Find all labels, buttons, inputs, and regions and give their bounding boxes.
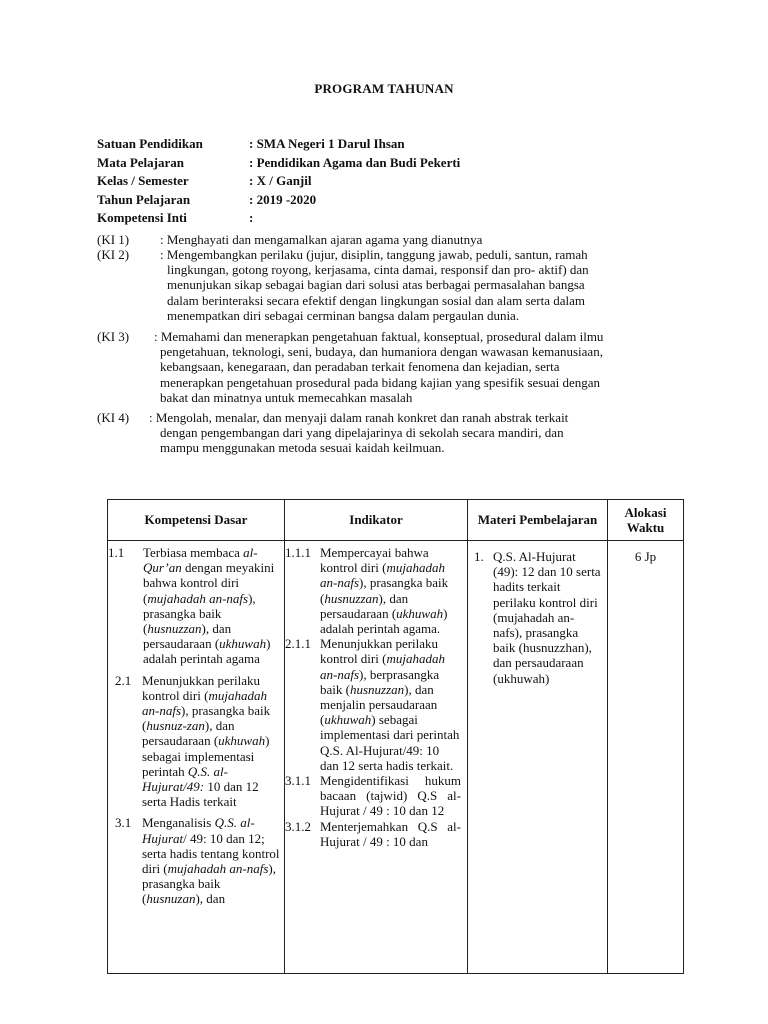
materi-number: 1. — [474, 549, 484, 564]
kd-text: Terbiasa membaca al-Qur’an dengan meyakini bahwa kontrol diri (mujahadah an-nafs), prasangka baik (husnuzzan), dan persaudaraan (ukhuwah) adalah perintah agama — [143, 545, 275, 667]
kd-number: 3.1 — [115, 815, 132, 831]
ki-text — [160, 232, 482, 247]
meta-row — [97, 136, 460, 155]
ki-line: dengan pengembangan dari yang dipelajarinya di sekolah secara mandiri, dan — [160, 425, 564, 441]
indikator-text: Mengidentifikasi hukum bacaan (tajwid) Q.S al-Hujurat / 49 : 10 dan 12 — [320, 773, 461, 819]
meta-label: Tahun Pelajaran — [97, 191, 191, 207]
kd-text: Menunjukkan perilaku kontrol diri (mujahadah an-nafs), prasangka baik (husnuz-zan), dan persaudaraan (ukhuwah) sebagai implementasi perintah Q.S. al- Hujurat/49: 10 dan 12 serta Hadis terkait — [142, 672, 271, 810]
ki-line: : Memahami dan menerapkan pengetahuan faktual, konseptual, prosedural dalam ilmu — [154, 329, 604, 344]
table-header-row — [108, 500, 684, 541]
col-header-alokasi: Alokasi Waktu — [608, 500, 684, 541]
ki-text — [154, 329, 603, 405]
kd-text: Menganalisis Q.S. al-Hujurat/ 49: 10 dan 12; serta hadis tentang kontrol diri (mujahadah an-nafs), prasangka baik (husnuzan), dan — [142, 815, 280, 907]
col-header-materi: Materi Pembelajaran — [468, 500, 608, 541]
kd-item — [108, 815, 284, 906]
ki-line: : Mengembangkan perilaku (jujur, disiplin, tanggung jawab, peduli, santun, ramah — [160, 247, 588, 262]
indikator-item — [285, 636, 467, 773]
meta-value: : — [249, 210, 254, 225]
ki-code: (KI 4) — [97, 410, 130, 425]
ki-line: dalam berinteraksi secara efektif dengan lingkungan sosial dan alam serta dalam — [167, 292, 585, 308]
meta-label: Kompetensi Inti — [97, 210, 187, 225]
meta-value: : X / Ganjil — [249, 173, 312, 188]
table-row — [108, 541, 684, 974]
alokasi-cell — [608, 541, 684, 974]
ki-code: (KI 1) — [97, 232, 130, 247]
indikator-text: Mempercayai bahwa kontrol diri (mujahadah an-nafs), prasangka baik (husnuzzan), dan persaudaraan (ukhuwah) adalah perintah agama. — [320, 545, 449, 637]
alokasi-value: 6 Jp — [634, 549, 657, 564]
col-header-indikator: Indikator — [285, 500, 468, 541]
kd-number: 2.1 — [115, 672, 132, 688]
col-header-kompetensi: Kompetensi Dasar — [108, 500, 285, 541]
meta-value: : SMA Negeri 1 Darul Ihsan — [249, 136, 405, 151]
meta-value: : 2019 -2020 — [249, 191, 317, 207]
ki-text — [149, 410, 568, 456]
ki-line: lingkungan, gotong royong, kerjasama, cinta damai, responsif dan pro- aktif) dan — [167, 262, 589, 278]
meta-row — [97, 210, 460, 229]
ki-line: menunjukan sikap sebagai bagian dari solusi atas berbagai permasalahan bangsa — [167, 277, 585, 293]
ki-line: mampu menggunakan metoda sesuai kaidah keilmuan. — [160, 440, 445, 456]
meta-row — [97, 192, 460, 211]
ki-line: bakat dan minatnya untuk memecahkan masalah — [160, 389, 413, 405]
ki-line: menerapkan pengetahuan prosedural pada bidang kajian yang spesifik sesuai dengan — [160, 374, 601, 390]
ki-code: (KI 3) — [97, 329, 130, 344]
meta-row — [97, 155, 460, 174]
materi-cell — [468, 541, 608, 974]
ki-line: kebangsaan, kenegaraan, dan peradaban terkait fenomena dan kejadian, serta — [160, 359, 560, 375]
kd-item — [108, 673, 284, 810]
meta-label: Kelas / Semester — [97, 173, 189, 188]
indikator-number: 3.1.1 — [285, 773, 311, 789]
page-title: PROGRAM TAHUNAN — [314, 81, 454, 96]
indikator-text: Menterjemahkan Q.S al-Hujurat / 49 : 10 dan — [320, 818, 461, 849]
ki-line: : Menghayati dan mengamalkan ajaran agama yang dianutnya — [160, 232, 483, 247]
kd-cell — [108, 541, 285, 974]
indikator-number: 3.1.2 — [285, 818, 311, 834]
indikator-item — [285, 773, 467, 819]
indikator-cell — [285, 541, 468, 974]
indikator-number: 2.1.1 — [285, 636, 311, 652]
kd-table — [107, 499, 684, 974]
ki-code: (KI 2) — [97, 247, 130, 262]
indikator-item — [285, 819, 467, 849]
identity-block — [97, 136, 460, 229]
ki-line: menempatkan diri sebagai cerminan bangsa dalam pergaulan dunia. — [167, 307, 520, 323]
kd-item — [108, 545, 284, 667]
meta-row — [97, 173, 460, 192]
kd-number: 1.1 — [108, 545, 125, 560]
ki-line: : Mengolah, menalar, dan menyaji dalam ranah konkret dan ranah abstrak terkait — [149, 410, 569, 425]
meta-value: : Pendidikan Agama dan Budi Pekerti — [249, 154, 461, 170]
indikator-number: 1.1.1 — [285, 545, 311, 560]
indikator-text: Menunjukkan perilaku kontrol diri (mujahadah an-nafs), berprasangka baik (husnuzzan), dan menjalin persaudaraan (ukhuwah) sebagai implementasi dari perintah Q.S. Al-Hujurat/49: 10 dan 12 serta hadis terkait. — [320, 636, 460, 773]
meta-label: Mata Pelajaran — [97, 154, 185, 170]
materi-item — [468, 549, 607, 686]
meta-label: Satuan Pendidikan — [97, 136, 203, 151]
indikator-item — [285, 545, 467, 636]
materi-text: Q.S. Al-Hujurat (49): 12 dan 10 serta hadits terkait perilaku kontrol diri (mujahadah an-nafs), prasangka baik (husnuzzhan), dan persaudaraan (ukhuwah) — [493, 549, 601, 686]
ki-line: pengetahuan, teknologi, seni, budaya, dan humaniora dengan wawasan kemanusiaan, — [160, 344, 603, 360]
ki-text — [160, 247, 589, 323]
